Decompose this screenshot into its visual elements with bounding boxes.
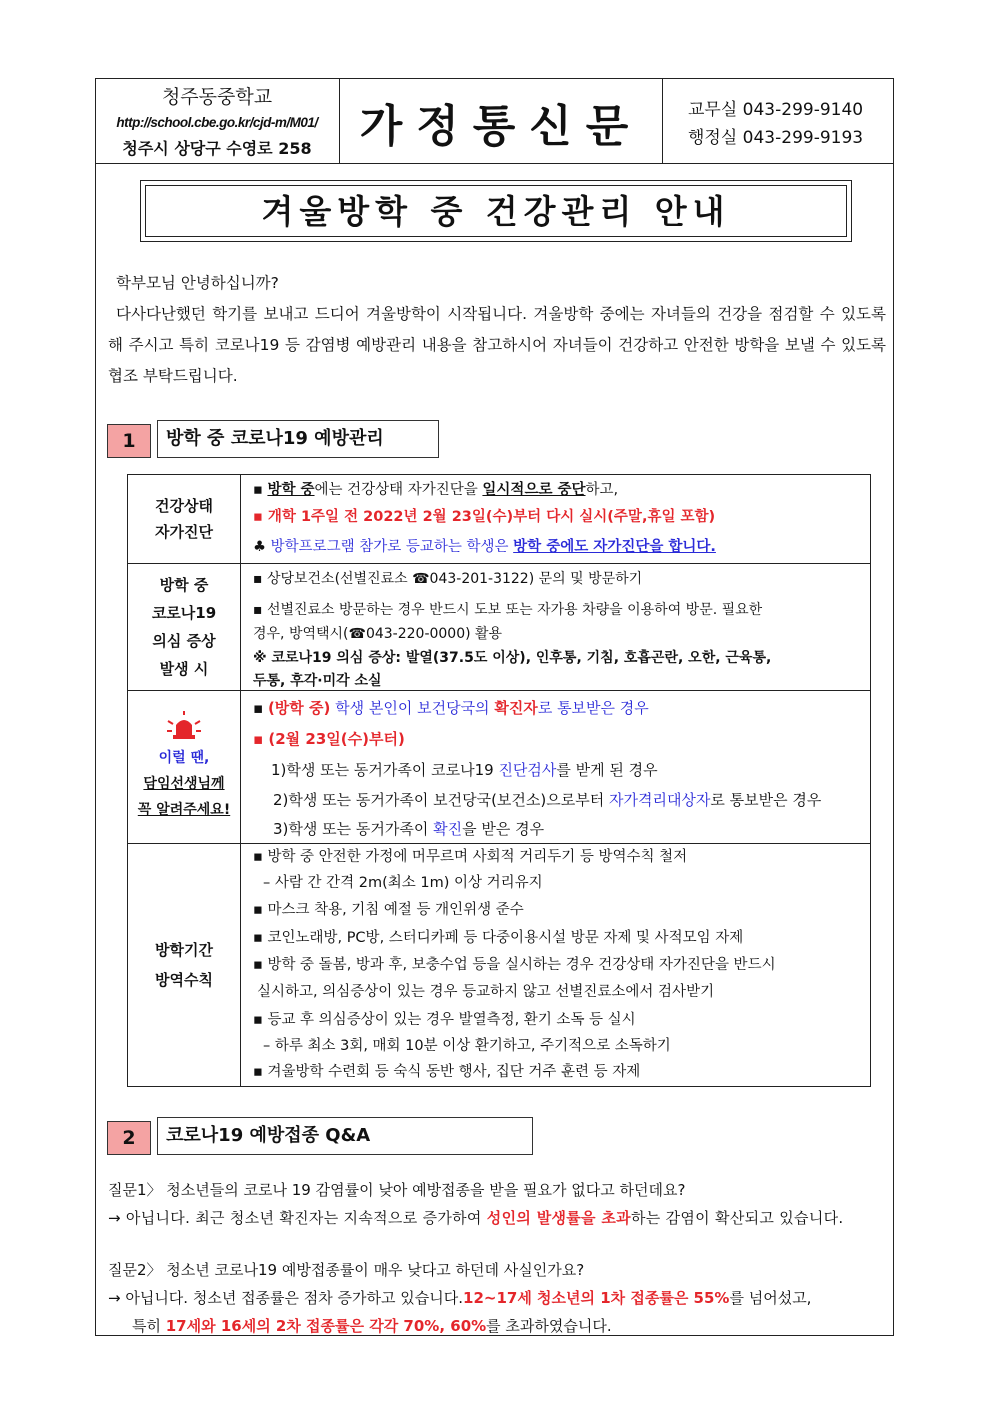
answer-1: → 아닙니다. 최근 청소년 확진자는 지속적으로 증가하여 성인의 발생률을 초과하는 감염이 확산되고 있습니다.: [108, 1209, 844, 1227]
siren-icon: [164, 711, 204, 741]
answer-2-line2: 특히 17세와 16세의 2차 접종률은 각각 70%, 60%를 초과하였습니다.: [132, 1317, 612, 1335]
label-quarantine-rules: 방학기간 방역수칙: [128, 844, 241, 1087]
header-divider: [95, 163, 894, 164]
question-2: 질문2〉 청소년 코로나19 예방접종률이 매우 낮다고 하던데 사실인가요?: [108, 1261, 585, 1279]
school-info: [97, 84, 337, 162]
school-url[interactable]: http://school.cbe.go.kr/cjd-m/M01/: [116, 115, 318, 130]
section1-number: 1: [107, 424, 151, 458]
answer-2-line1: → 아닙니다. 청소년 접종률은 점차 증가하고 있습니다.12~17세 청소년의 1차 접종률은 55%를 넘어섰고,: [108, 1289, 812, 1307]
table-row: 건강상태 자가진단 ▪ 방학 중에는 건강상태 자가진단을 일시적으로 중단하고, ▪ 개학 1주일 전 2022년 2월 23일(수)부터 다시 실시(주말,휴일 포함) ♣ 방학프로그램 참가로 등교하는 학생은 방학 중에도 자가진단을 합니다.: [128, 475, 871, 564]
table-row: 방학기간 방역수칙 ▪ 방학 중 안전한 가정에 머무르며 사회적 거리두기 등 방역수칙 철저 – 사람 간 간격 2m(최소 1m) 이상 거리유지 ▪ 마스크 착용, 기침 예절 등 개인위생 준수 ▪ 코인노래방, PC방, 스터디카페 등 다중이용시설 방문 자제 및 사적모임 자제 ▪ 방학 중 돌봄, 방과 후, 보충수업 등을 실시하는 경우 건강상태 자가진단을 반드시 실시하고, 의심증상이 있는 경우 등교하지 않고 선별진료소에서 검사받기 ▪ 등교 후 의심증상이 있는 경우 발열측정, 환기 소독 등 실시 – 하루 최소 3회, 매회 10분 이상 환기하고, 주기적으로 소독하기 ▪ 겨울방학 수련회 등 숙식 동반 행사, 집단 거주 훈련 등 자제: [128, 844, 871, 1087]
header-divider-right: [662, 78, 663, 163]
intro: [108, 268, 886, 392]
greeting: 학부모님 안녕하십니까?: [116, 274, 279, 292]
page-title: 겨울방학 중 건강관리 안내: [261, 192, 731, 231]
label-notify-teacher: 이럴 땐, 담임선생님께 꼭 알려주세요!: [128, 691, 241, 844]
question-1: 질문1〉 청소년들의 코로나 19 감염률이 낮아 예방접종을 받을 필요가 없다고 하던데요?: [108, 1181, 686, 1199]
label-symptom: 방학 중 코로나19 의심 증상 발생 시: [128, 564, 241, 691]
section2-number: 2: [107, 1121, 151, 1155]
table-row: 이럴 땐, 담임선생님께 꼭 알려주세요! ▪ (방학 중) 학생 본인이 보건당국의 확진자로 통보받은 경우 ▪ (2월 23일(수)부터) 1)학생 또는 동거가족이 코로나19 진단검사를 받게 된 경우 2)학생 또는 동거가족이 보건당국(보건소)으로부터 자가격리대상자로 통보받은 경우 3)학생 또는 동거가족이 확진을 받은 경우: [128, 691, 871, 844]
admin-phone: 행정실 043-299-9193: [688, 128, 864, 148]
paper-title: 가정통신문: [359, 101, 643, 152]
intro-body: 다사다난했던 학기를 보내고 드디어 겨울방학이 시작됩니다. 겨울방학 중에는 자녀들의 건강을 점검할 수 있도록 해 주시고 특히 코로나19 등 감염병 예방관리 내용을 참고하시어 자녀들이 건강하고 안전한 방학을 보낼 수 있도록 협조 부탁드립니다.: [108, 305, 886, 385]
section2-title: 코로나19 예방접종 Q&A: [157, 1117, 533, 1155]
qa-2: [108, 1256, 888, 1340]
office-phone: 교무실 043-299-9140: [688, 100, 864, 120]
section1-title: 방학 중 코로나19 예방관리: [157, 420, 439, 458]
contacts: [688, 96, 863, 152]
school-address: 청주시 상당구 수영로 258: [122, 139, 312, 158]
school-name: 청주동중학교: [161, 86, 273, 108]
label-self-check: 건강상태 자가진단: [128, 475, 241, 564]
qa-1: [108, 1176, 888, 1232]
prevention-table: [127, 474, 871, 1087]
club-icon: ♣: [253, 539, 266, 555]
table-row: 방학 중 코로나19 의심 증상 발생 시 ▪ 상당보건소(선별진료소 ☎043-201-3122) 문의 및 방문하기 ▪ 선별진료소 방문하는 경우 반드시 도보 또는 자가용 차량을 이용하여 방문. 필요한 경우, 방역택시(☎043-220-0000) 활용 ※ 코로나19 의심 증상: 발열(37.5도 이상), 인후통, 기침, 호흡곤란, 오한, 근육통, 두통, 후각·미각 소실: [128, 564, 871, 691]
